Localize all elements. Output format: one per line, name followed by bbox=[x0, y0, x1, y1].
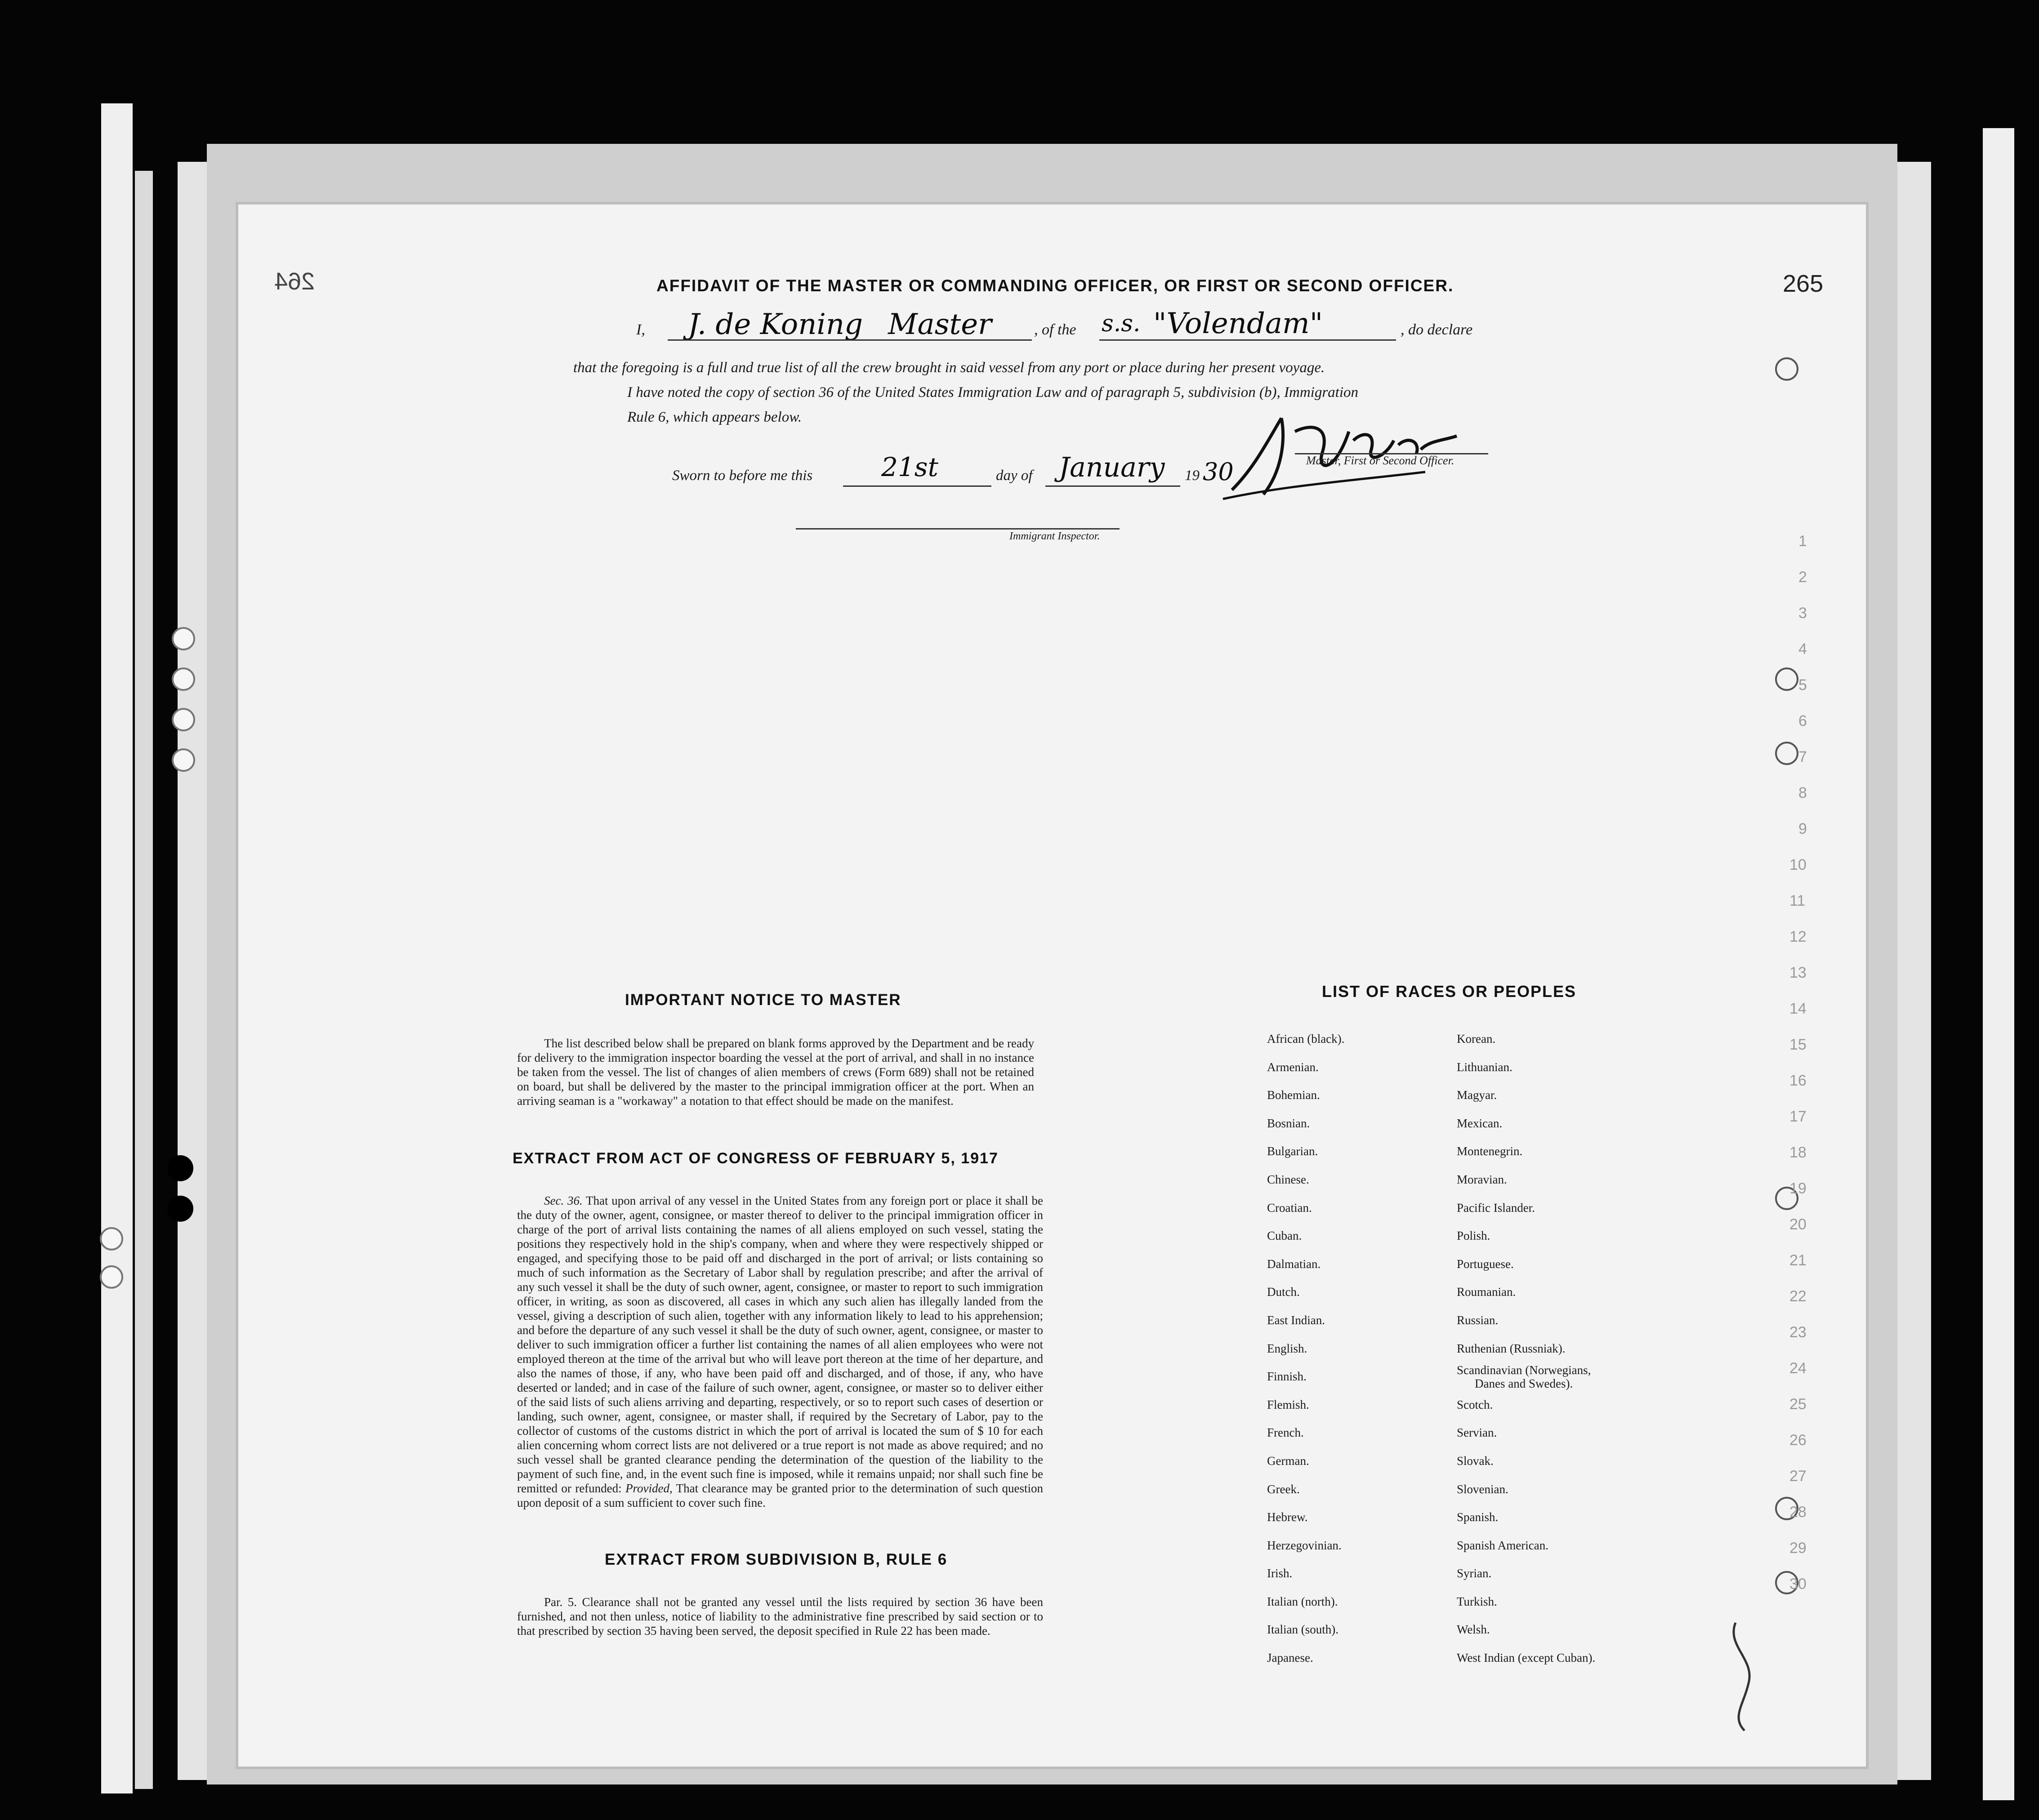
race-item: Dutch. bbox=[1267, 1285, 1300, 1299]
binder-hole-dark bbox=[167, 1196, 193, 1222]
act-body: That upon arrival of any vessel in the United States from any foreign port or place it shall be the duty of the owner, agent, consignee, or master thereof to deliver to the principal immigration officer in charge of the port of arrival lists containing the names of all aliens employed on such vessel, stating the positions they respectively hold in the ship's company, when and where they were respectively shipped or engaged, and specifying those to be paid off and discharged in the port of arrival; or lists containing so much of such information as the Secretary of Labor shall by regulation prescribe; and after the arrival of any such vessel it shall be the duty of such owner, agent, consignee, or master to report to such immigration officer, in writing, as soon as discovered, all cases in which any such alien has illegally landed from the vessel, giving a description of such alien, together with any information likely to lead to his apprehension; and before the departure of any such vessel it shall be the duty of such owner, agent, consignee, or master to deliver to such immigration officer a further list containing the names of all alien employees who were not employed thereon at the time of the arrival but who will leave port thereon at the time of her departure, and also the names of those, if any, who have been paid off and discharged, and of those, if any, who have deserted or landed; and in case of the failure of such owner, agent, consignee, or master so to deliver either of the said lists of such aliens arriving and departing, respectively, or so to report such cases of desertion or landing, such owner, agent, consignee, or master shall, if required by the Secretary of Labor, pay to the collector of customs of the customs district in which the port of arrival is located the sum of $ 10 for each alien concerning whom correct lists are not delivered or a true report is not made as above required; and no such vessel shall be granted clearance pending the determination of the question of the liability to the payment of such fine, and, in the event such fine is imposed, while it remains unpaid; nor shall such fine be remitted or refunded: bbox=[517, 1194, 1043, 1495]
of-the-label: , of the bbox=[1034, 321, 1076, 338]
signature-caption: Master, First or Second Officer. bbox=[1306, 454, 1455, 467]
race-item: Italian (north). bbox=[1267, 1594, 1338, 1608]
race-item: Greek. bbox=[1267, 1482, 1300, 1496]
race-item: Cuban. bbox=[1267, 1229, 1302, 1243]
race-item: Scotch. bbox=[1457, 1397, 1493, 1411]
race-item: Welsh. bbox=[1457, 1623, 1490, 1637]
race-item: Bohemian. bbox=[1267, 1088, 1320, 1102]
race-item: Spanish. bbox=[1457, 1510, 1499, 1524]
race-item: Montenegrin. bbox=[1457, 1144, 1523, 1158]
race-item: Hebrew. bbox=[1267, 1510, 1308, 1524]
race-item: Irish. bbox=[1267, 1566, 1293, 1580]
race-item: Polish. bbox=[1457, 1229, 1490, 1243]
race-item: Japanese. bbox=[1267, 1651, 1313, 1665]
race-item: French. bbox=[1267, 1426, 1304, 1440]
race-item: Bulgarian. bbox=[1267, 1144, 1318, 1158]
race-item bbox=[1457, 1362, 1595, 1391]
race-item: Bosnian. bbox=[1267, 1116, 1310, 1130]
act-proviso-label: Provided, bbox=[625, 1482, 673, 1495]
race-item: Korean. bbox=[1457, 1032, 1496, 1046]
master-name: J. de Koning bbox=[688, 308, 863, 341]
sworn-day: 21st bbox=[881, 452, 938, 482]
sworn-day-of: day of bbox=[996, 467, 1033, 484]
inspector-caption: Immigrant Inspector. bbox=[1009, 530, 1100, 542]
race-item: Turkish. bbox=[1457, 1594, 1497, 1608]
race-item: Servian. bbox=[1457, 1426, 1497, 1440]
act-proviso-text: That clearance may be granted prior to the determination of such question upon deposit of a sum sufficient to cover such fine. bbox=[517, 1482, 1044, 1509]
race-item: Mexican. bbox=[1457, 1116, 1503, 1130]
affidavit-line-4: Rule 6, which appears below. bbox=[627, 409, 802, 425]
vessel-prefix: s.s. bbox=[1102, 310, 1141, 337]
races-right-column bbox=[1457, 1025, 1595, 1672]
race-item: Finnish. bbox=[1267, 1370, 1307, 1384]
sworn-month: January bbox=[1059, 452, 1165, 483]
race-item: West Indian (except Cuban). bbox=[1457, 1651, 1596, 1665]
race-item: Moravian. bbox=[1457, 1172, 1507, 1186]
punch-ring bbox=[1775, 667, 1798, 691]
race-item: English. bbox=[1267, 1341, 1307, 1355]
race-item: Pacific Islander. bbox=[1457, 1201, 1535, 1215]
race-item: African (black). bbox=[1267, 1032, 1345, 1046]
race-item: Croatian. bbox=[1267, 1201, 1312, 1215]
race-item: Slovenian. bbox=[1457, 1482, 1508, 1496]
do-declare-label: , do declare bbox=[1401, 321, 1473, 338]
race-item: Syrian. bbox=[1457, 1566, 1492, 1580]
race-item: Spanish American. bbox=[1457, 1538, 1548, 1552]
race-item-continuation: Danes and Swedes). bbox=[1475, 1377, 1573, 1391]
sworn-line bbox=[672, 452, 1302, 503]
right-strip bbox=[1983, 128, 2014, 1800]
race-item-line: Scandinavian (Norwegians, bbox=[1457, 1363, 1591, 1377]
punch-ring bbox=[1775, 357, 1798, 381]
sworn-prefix: Sworn to before me this bbox=[672, 467, 813, 484]
race-item: Lithuanian. bbox=[1457, 1060, 1513, 1074]
binder-hole-dark bbox=[167, 1155, 193, 1181]
race-item: Italian (south). bbox=[1267, 1623, 1339, 1637]
act-text bbox=[517, 1193, 1043, 1510]
race-item: Flemish. bbox=[1267, 1397, 1309, 1411]
binder-hole bbox=[100, 1227, 123, 1250]
master-title: Master bbox=[888, 308, 992, 341]
i-label: I, bbox=[636, 321, 645, 338]
race-item: Slovak. bbox=[1457, 1454, 1494, 1468]
race-item: Portuguese. bbox=[1457, 1257, 1514, 1271]
race-item: Ruthenian (Russniak). bbox=[1457, 1341, 1566, 1355]
race-item: Magyar. bbox=[1457, 1088, 1497, 1102]
left-strip-2 bbox=[135, 171, 153, 1789]
binder-hole bbox=[172, 748, 195, 772]
act-section-label: Sec. 36. bbox=[544, 1194, 583, 1207]
sworn-year-prefix: 19 bbox=[1185, 467, 1200, 484]
affidavit-line-1 bbox=[636, 307, 1502, 362]
affidavit-page bbox=[238, 205, 1866, 1767]
race-item: Chinese. bbox=[1267, 1172, 1309, 1186]
race-item: Herzegovinian. bbox=[1267, 1538, 1342, 1552]
notice-title: IMPORTANT NOTICE TO MASTER bbox=[625, 991, 901, 1009]
pencil-mark bbox=[1718, 1618, 1771, 1735]
races-left-column bbox=[1267, 1025, 1344, 1672]
left-strip bbox=[101, 103, 133, 1793]
affidavit-title: AFFIDAVIT OF THE MASTER OR COMMANDING OFFICER, OR FIRST OR SECOND OFFICER. bbox=[656, 276, 1454, 295]
binder-hole bbox=[172, 627, 195, 650]
binder-hole bbox=[172, 708, 195, 731]
punch-ring bbox=[1775, 742, 1798, 765]
binder-hole bbox=[100, 1265, 123, 1289]
race-item: East Indian. bbox=[1267, 1313, 1325, 1327]
affidavit-line-2: that the foregoing is a full and true list of all the crew brought in said vessel from any port or place during her present voyage. bbox=[573, 360, 1325, 376]
races-title: LIST OF RACES OR PEOPLES bbox=[1322, 982, 1577, 1001]
notice-text: The list described below shall be prepared on blank forms approved by the Department and be ready for delivery to the immigration inspector boarding the vessel at the port of arrival, and shall in no instance be taken from the vessel. The list of changes of alien members of crews (Form 689) shall not be retained on board, but shall be delivered by the master to the principal immigration officer at the port. When an arriving seaman is a "workaway" a notation to that effect should be made on the manifest. bbox=[517, 1037, 1034, 1108]
binder-hole bbox=[172, 667, 195, 691]
race-item: Roumanian. bbox=[1457, 1285, 1516, 1299]
race-item: Dalmatian. bbox=[1267, 1257, 1321, 1271]
sworn-year: 30 bbox=[1203, 458, 1234, 486]
act-title: EXTRACT FROM ACT OF CONGRESS OF FEBRUARY 5, 1917 bbox=[513, 1150, 999, 1167]
race-item: Armenian. bbox=[1267, 1060, 1319, 1074]
rule-title: EXTRACT FROM SUBDIVISION B, RULE 6 bbox=[605, 1551, 948, 1568]
race-item: Russian. bbox=[1457, 1313, 1499, 1327]
rule-text: Par. 5. Clearance shall not be granted any vessel until the lists required by section 36 have been furnished, and not then unless, notice of liability to the administrative fine prescribed by said section or to that prescribed by section 35 having been served, the deposit specified in Rule 22 has been made. bbox=[517, 1595, 1043, 1638]
margin-number: 264 bbox=[274, 268, 315, 295]
page-number: 265 bbox=[1783, 270, 1824, 297]
affidavit-line-3: I have noted the copy of section 36 of the United States Immigration Law and of paragraph 5, subdivision (b), Immigration bbox=[627, 384, 1359, 400]
race-item: German. bbox=[1267, 1454, 1309, 1468]
vessel-name: "Volendam" bbox=[1153, 307, 1323, 340]
